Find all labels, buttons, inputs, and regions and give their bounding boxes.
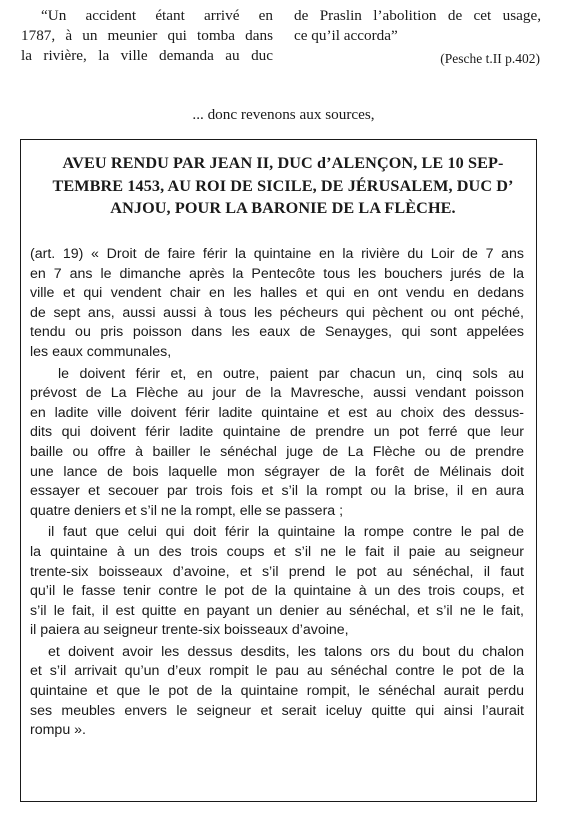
heading-line: ANJOU, POUR LA BARONIE DE LA FLÈCHE. bbox=[110, 199, 456, 217]
paragraph-article-19 bbox=[30, 245, 524, 363]
transition-text: ... donc revenons aux sources, bbox=[192, 106, 375, 123]
paragraph-line: il faut que celui qui doit férir la quintaine la rompe contre le pal de bbox=[48, 524, 524, 541]
paragraph-line: essayer et secouer par trois fois et s’il la rompt ou la brise, il en aura bbox=[30, 483, 524, 500]
quote-line: la rivière, la ville demanda au duc bbox=[21, 47, 273, 64]
paragraph-line: une lance de bois laquelle mon ségrayer de la forêt de Mélinais doit bbox=[30, 463, 524, 480]
paragraph-line: prévost de La Flèche au jour de la Mavresche, aussi vendant poisson bbox=[30, 385, 524, 402]
paragraph-line: trente-six boisseaux d’avoine, et s’il prend le pot au sénéchal, il faut bbox=[30, 563, 524, 580]
heading-line: AVEU RENDU PAR JEAN II, DUC d’ALENÇON, LE 10 SEP- bbox=[62, 154, 504, 172]
paragraph-line: ses meubles envers le seigneur et serait iceluy quitte qui ainsi l’aurait bbox=[30, 702, 524, 719]
paragraph-line: de sept ans, aussi aussi à tous les pécheurs qui pèchent ou ont péché, bbox=[30, 304, 524, 321]
document-body bbox=[30, 245, 524, 743]
paragraph-line: (art. 19) « Droit de faire férir la quintaine en la rivière du Loir de 7 ans bbox=[30, 246, 524, 262]
paragraph-line: quintaine et que le pot de la quintaine rompit, le sénéchal aurait perdu bbox=[30, 683, 524, 700]
paragraph-line: tendu ou pris poisson dans les eaux de Senayges, qui sont appelées bbox=[30, 324, 524, 341]
paragraph-line: les eaux communales, bbox=[30, 343, 172, 360]
quote-left-column bbox=[21, 6, 273, 66]
paragraph-line: la quintaine à un des trois coups et s’il ne le fait il paie au seigneur bbox=[30, 543, 524, 560]
paragraph-line: dits qui doivent férir ladite quintaine de prendre un pot ferré que leur bbox=[30, 424, 524, 441]
paragraph-line: en 7 ans le dimanche après la Pentecôte tous les bouchers jurés de la bbox=[30, 265, 524, 282]
paragraph-line: qu’il le fasse tenir contre le pot de la quintaine à un des trois coups, et bbox=[30, 583, 524, 600]
quote-line: 1787, à un meunier qui tomba dans bbox=[21, 27, 273, 44]
quote-line: “Un accident étant arrivé en bbox=[41, 7, 273, 24]
paragraph-line: il paiera au seigneur trente-six boisseaux d’avoine, bbox=[30, 622, 349, 639]
paragraph-line: s’il le fait, il est quitte en payant un denier au sénéchal, et s’il ne le fait, bbox=[30, 602, 524, 619]
paragraph-line: et doivent avoir les dessus desdits, les talons ors du bout du chalon bbox=[48, 643, 524, 660]
paragraph-line: le doivent férir et, en outre, paient par chacun un, cinq sols au bbox=[58, 365, 524, 382]
quote-line: de Praslin l’abolition de cet usage, bbox=[294, 7, 541, 24]
paragraph-ferir bbox=[30, 365, 524, 522]
citation: (Pesche t.II p.402) bbox=[440, 51, 540, 66]
quote-right-column bbox=[294, 6, 541, 46]
paragraph-line: ville et qui vendent chair en les halles et qui en ont vendu en dedans bbox=[30, 285, 524, 302]
paragraph-line: quatre deniers et s’il ne la rompt, elle se passera ; bbox=[30, 502, 344, 519]
paragraph-quintaine bbox=[30, 523, 524, 641]
heading-line: TEMBRE 1453, AU ROI DE SICILE, DE JÉRUSALEM, DUC D’ bbox=[52, 176, 514, 195]
paragraph-line: baille ou offre à bailler le sénéchal juge de La Flèche ou de prendre bbox=[30, 443, 524, 460]
paragraph-line: en ladite ville doivent férir ladite quintaine et est au choix des dessus- bbox=[30, 404, 524, 421]
paragraph-talons bbox=[30, 643, 524, 741]
quote-line: ce qu’il accorda” bbox=[294, 27, 398, 44]
paragraph-line: rompu ». bbox=[30, 722, 86, 739]
paragraph-line: et s’il arrivait qu’un d’eux rompit le pau au sénéchal contre le pot de la bbox=[30, 663, 524, 680]
document-heading bbox=[34, 152, 532, 220]
